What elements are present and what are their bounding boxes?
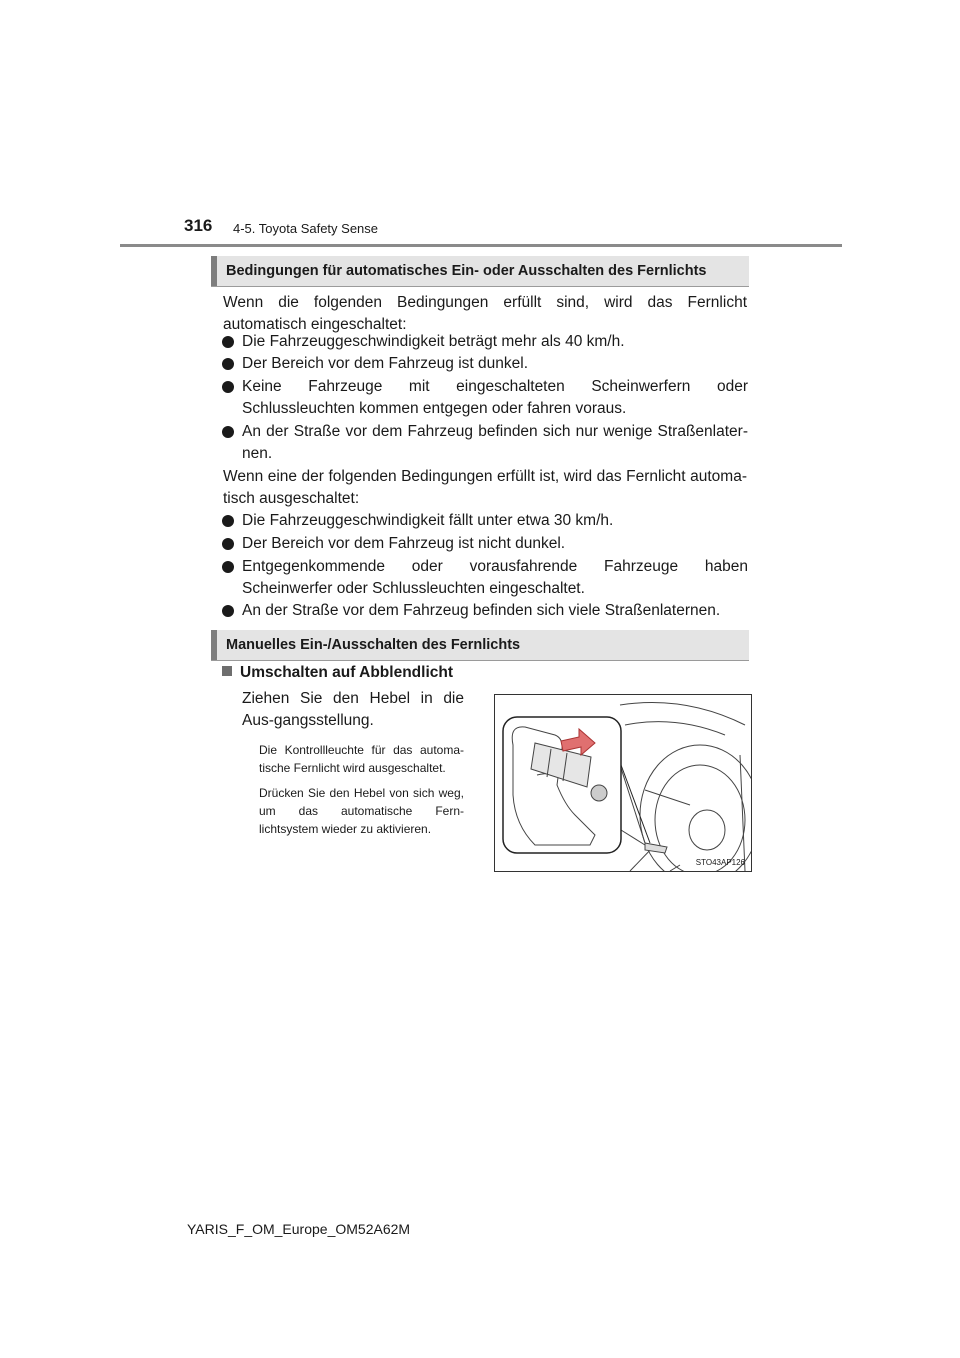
bullet-icon [222,561,234,573]
section-heading-text: Manuelles Ein-/Ausschalten des Fernlichts [226,637,521,653]
document-id: YARIS_F_OM_Europe_OM52A62M [187,1221,411,1237]
bullet-icon [222,605,234,617]
bullet-icon [222,358,234,370]
page-number: 316 [184,216,213,235]
list-item [222,376,748,420]
header-divider [120,244,842,247]
section-title: 4-5. Toyota Safety Sense [233,221,379,236]
bullet-icon [222,515,234,527]
list-item [222,421,748,465]
list-item [222,533,748,555]
list-item-text: Keine Fahrzeuge mit eingeschalteten Scheinwerfern oder Schlussleuchten kommen entgegen oder fahren voraus. [242,378,748,417]
steering-lever-drawing [495,695,751,871]
illustration-code: STO43AP126 [695,858,745,867]
list-item [222,600,748,622]
list-item-text: Der Bereich vor dem Fahrzeug ist nicht dunkel. [242,535,566,552]
bullet-icon [222,426,234,438]
list-item-text: An der Straße vor dem Fahrzeug befinden sich viele Straßenlaternen. [242,602,721,619]
intro-on-paragraph: Wenn die folgenden Bedingungen erfüllt sind, wird das Fernlicht automatisch eingeschaltet: [223,294,747,333]
list-item-text: An der Straße vor dem Fahrzeug befinden sich nur wenige Straßenlater-nen. [242,423,748,462]
heading-marker [211,630,217,660]
section-heading-text: Bedingungen für automatisches Ein- oder Ausschalten des Fernlichts [226,263,707,279]
note-indicator-off: Die Kontrollleuchte für das automa-tische Fernlicht wird ausgeschaltet. [259,743,464,775]
subheading [222,662,453,684]
list-item [222,556,748,600]
square-bullet-icon [222,666,232,676]
lever-illustration [494,694,752,872]
bullet-icon [222,538,234,550]
instruction-paragraph: Ziehen Sie den Hebel in die Aus-gangsstellung. [242,690,464,729]
list-item-text: Der Bereich vor dem Fahrzeug ist dunkel. [242,355,529,372]
section-heading-manual-high-beam [211,630,749,661]
list-item [222,353,748,375]
list-item-text: Entgegenkommende oder vorausfahrende Fahrzeuge haben Scheinwerfer oder Schlussleuchten eingeschaltet. [242,558,748,597]
list-item [222,331,748,353]
note-reactivate: Drücken Sie den Hebel von sich weg, um das automatische Fern-lichtsystem wieder zu aktivieren. [259,786,464,836]
list-item-text: Die Fahrzeuggeschwindigkeit beträgt mehr als 40 km/h. [242,333,625,350]
section-heading-auto-high-beam [211,256,749,287]
bullet-icon [222,336,234,348]
list-item [222,510,748,532]
intro-off-paragraph: Wenn eine der folgenden Bedingungen erfüllt ist, wird das Fernlicht automa-tisch ausgeschaltet: [223,468,747,507]
heading-marker [211,256,217,286]
list-item-text: Die Fahrzeuggeschwindigkeit fällt unter etwa 30 km/h. [242,512,614,529]
bullet-icon [222,381,234,393]
subheading-text: Umschalten auf Abblendlicht [240,664,454,681]
